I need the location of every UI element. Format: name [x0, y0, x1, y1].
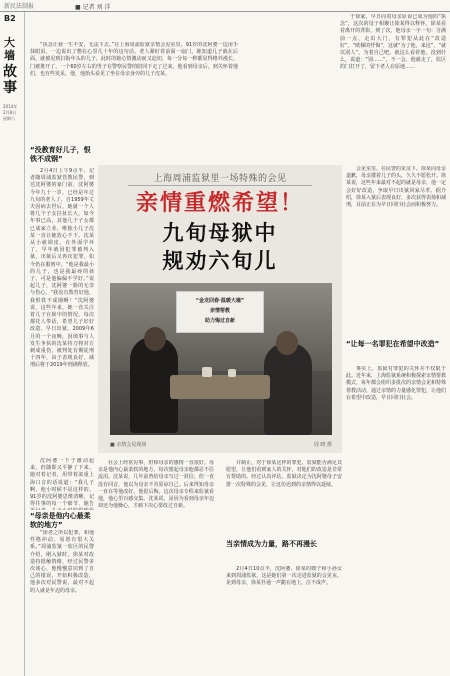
- kicker-rule: [128, 185, 312, 186]
- page-header: [0, 0, 450, 14]
- photo-cup: [202, 367, 212, 377]
- date-day: 2月8日: [3, 110, 17, 115]
- column-a-lower-text: “徐老之所以犯罪，和他性格冲动、易怒有很大关系。”周浦监狱一监区的民警介绍，刚入狱时，徐某对改造持抵触情绪，经过民警多次谈心，他慢慢意识到了自己的错误，开始积极改造，他多次对民警说，最对不起的人就是年迈的母亲。: [30, 530, 94, 594]
- kicker: 上海周浦监狱里一场特殊的会见: [153, 174, 287, 184]
- intro-paragraph-right: 于徐家，早日向着母亲原谅已成为他的“执念”，这次的母子相聚让徐某得以释怀。徐某看着离开的背影，到了次，他母亲一字一句：含满前一点，走出大门，有罪犯从此在“改造好”，“欧梯的忏悔”，这就“为了他，来这”，“就以别人”，为着自己吧，就这么看着他，没到什么，说道：“别……”，不一会，他就走了，监区的门打开了，留下老人在原地……: [340, 14, 446, 71]
- photo-caption: ■ 亲情会见现场: [110, 442, 147, 448]
- page-number: B2: [4, 14, 16, 23]
- section-heading-2: “母亲是他内心最柔软的地方”: [30, 512, 91, 529]
- column-a: [30, 168, 94, 458]
- column-e-text: 会见室里，在民警的见证下，徐某向母亲道歉，母亲搂着儿子的头，久久不愿松开。徐某说，这些年来最对不起的就是母亲，他一定会好好改造，争取早日出狱回家尽孝。据介绍，徐某入狱后表现良好，多次获得表扬和减刑，目前正在为早日回归社会而积极努力。: [346, 166, 446, 209]
- person-left-head: [144, 327, 166, 351]
- section-heading-1: “没教育好儿子，恨铁不成钢”: [30, 146, 91, 163]
- date-year: 2014年: [3, 104, 18, 109]
- person-right-head: [276, 331, 298, 355]
- byline: ■ 记者 刘 洋: [75, 4, 111, 11]
- column-d-lower: [226, 566, 342, 670]
- photo-table: [170, 375, 270, 399]
- intro-text-right: [340, 14, 446, 162]
- column-e-lower-text: 事实上，监狱对罪犯的关怀并不仅限于此。近年来，上海监狱系统积极探索亲情帮教模式，每年都会组织多批次的亲情会见和特殊帮教活动，通过亲情的力量感化罪犯，让他们在希望中改造，早日回归社会。: [346, 366, 446, 401]
- column-e: [346, 166, 446, 334]
- banner-line-1: “金龙回春·温暖大墙”: [195, 298, 245, 304]
- feature-photo-block: [98, 165, 342, 453]
- column-d: [226, 460, 342, 536]
- column-a-text: 2月4日上午9点半，记者随周浦监狱管教民警，到达沈阿婆的家门前，沈阿婆今年九十一岁，已经是年过九旬的老人了，自1959年丈夫因病去世后，她就一个人将几个子女拉扯长大，如今年事已高，其他几个子女都已成家立业，唯独小儿子沈某一直让她放心不下。沈某从小就调皮，在外面学坏了，早年就因犯罪被判入狱，出狱后又再次犯罪，如今仍在服刑中。“他是我最小的儿子，也是我最疼的孩子，可是他偏偏不学好。”说起儿子，沈阿婆一脸的无奈与伤心。“我没有教育好他，我恨铁不成钢啊！”沈阿婆说，这些年来，她一直关注着儿子在狱中的情况，每次都托人带话，希望儿子好好改造，早日出狱。2009年6月的一个夜晚，因琐事与人发生争执的沈某持刀将对方刺成重伤，被判处有期徒刑十四年，由于表现良好，减刑后将于2019年刑满释放。: [30, 168, 94, 369]
- column-c: [98, 460, 214, 670]
- column-b: [30, 458, 94, 510]
- column-e-lower: [346, 366, 446, 670]
- person-right: [264, 343, 312, 435]
- photo-cup-2: [228, 369, 236, 377]
- photo-banner: [176, 291, 264, 333]
- banner-line-2: 亲情帮教: [209, 308, 230, 314]
- column-b-text: 沈阿婆一下子激动起来，但随即又平静了下来。她对着记者，用带着浓重上海口音的话说道：“我儿子啊，他小时候不是这样的。91岁的沈阿婆思维清晰，记得往事的每一个细节，她告: [30, 458, 94, 508]
- section-sidebar: [0, 12, 25, 676]
- newspaper-name: 新民法制报: [4, 3, 35, 10]
- news-photo: [110, 283, 332, 435]
- section-heading-3: 当亲情成为力量，路不再漫长: [226, 540, 317, 548]
- headline-main: 亲情重燃希望！: [135, 190, 304, 216]
- section-name: 大墙: [4, 36, 15, 62]
- headline-line-1: 九旬母狱中: [162, 220, 278, 245]
- date-weekday: 星期六: [3, 116, 15, 121]
- banner-line-3: 助力悔过自新: [204, 318, 235, 324]
- intro-paragraph: “执念让我一生不安，无法下去。”在上海周浦监狱亲情会见室里，91岁的沈阿婆一边用手抹眼泪，一边说出了憋在心里几十年的这句话。老人紧盯着前面一扇门，她知道儿子就在后面。就被见到扫街年头的儿子，此时的她心情激动而又迫切，每一分每一秒都显得格外漫长。门被推开了，一个60岁左右的男子在警察民警的陪同下走了过来，他看到母亲后，到关怀着他们，也有些发呆，他，他抬头看见了坐在母亲身旁的儿子沈某。: [30, 42, 238, 77]
- column-c-text: 社会上经常见事，但和母亲的感情一直很好。母亲是他内心最柔软的地方，每次想起母亲他都忍不住流泪。沈某说，几年前曾给母亲写过一封信，但一直没有回音，他以为母亲不肯原谅自己。后来得知母亲一直在等他改好，他很后悔。这次母亲专程来监狱看他，他心里百感交集。沈某说，是因为看到母亲年迈却还为他操心，才痛下决心要改过自新。: [98, 460, 214, 510]
- column-d-text: 并制止，对于徐某这样的罪犯，监狱能否满足其愿望，让他们看到家人的关怀，对他们的改造是非常有帮助的。经过认真评估，监狱决定为沈阿婆母子安排一次特殊的会见，让这份迟到的亲情得以延续。: [226, 460, 342, 488]
- headline-line-2: 规劝六旬儿: [162, 248, 278, 273]
- section-subtitle: 故事: [3, 64, 18, 96]
- header-rule: [0, 11, 450, 12]
- photo-credit: 周 晓 摄: [313, 442, 332, 448]
- column-d-lower-text: 2月4日10点半，沈阿婆、徐某的嫂子和小孙女来到周浦监狱，这是她们第一次走进监狱的会见室。见到母亲，徐某扑通一声跪在地上，泣不成声。: [226, 566, 342, 587]
- section-heading-4: “让每一名罪犯在希望中改造”: [346, 340, 440, 348]
- intro-text-left: [30, 42, 238, 150]
- column-a-lower: [30, 530, 94, 670]
